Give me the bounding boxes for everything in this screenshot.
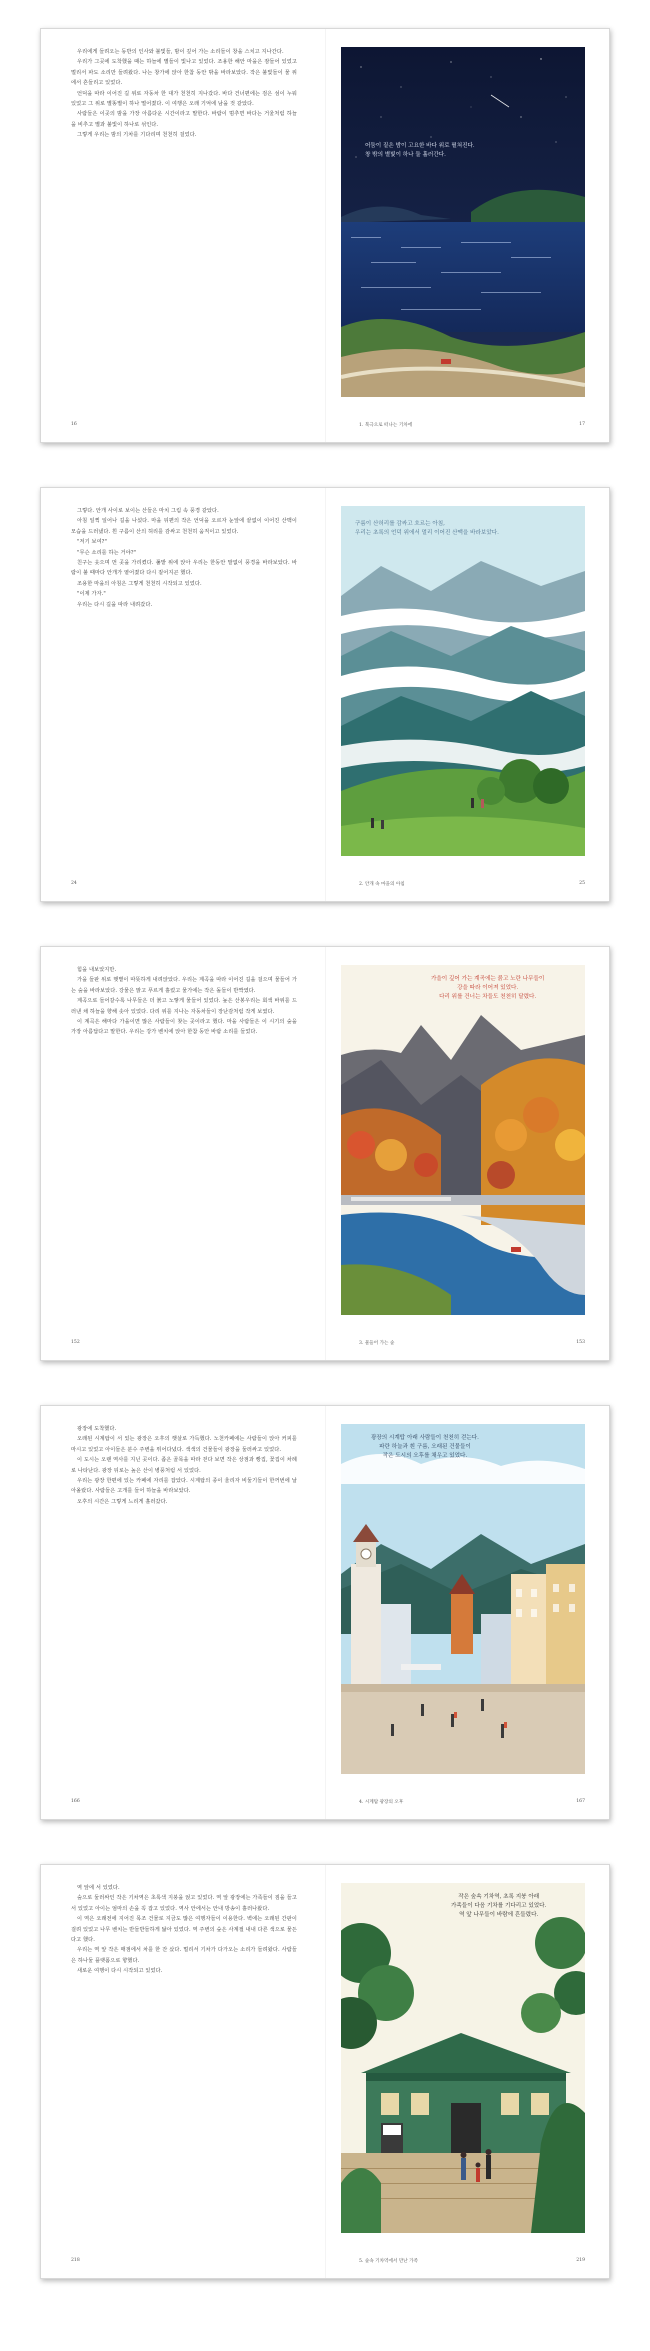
book-spread-5 (40, 1864, 610, 2279)
book-spread-2 (40, 487, 610, 902)
paragraph: 우리가 그곳에 도착했을 때는 하늘에 별들이 빛나고 있었다. 조용한 해안 마을은 잠들어 있었고 멀리서 파도 소리만 들려왔다. 나는 창가에 앉아 한참 동안 밖을 바라보았다. 작은 불빛들이 물 위에서 흔들리고 있었다. (71, 59, 297, 87)
paragraph: 광장에 도착했다. (77, 1426, 117, 1432)
book-spread-1 (40, 28, 610, 443)
paragraph: 우리에게 들려오는 동반의 인사와 불빛들, 밤이 깊어 가는 소리들이 창을 스치고 지나간다. (77, 49, 284, 55)
caption-line: 광장의 시계탑 아래 사람들이 천천히 걷는다. (371, 1435, 479, 1441)
paragraph: 우리는 역 앞 작은 매점에서 차를 한 잔 샀다. 멀리서 기차가 다가오는 소리가 들려왔다. 사람들은 하나둘 플랫폼으로 향했다. (71, 1947, 297, 1964)
paragraph: 아침 일찍 일어나 길을 나섰다. 마을 뒤편의 작은 언덕을 오르자 눈앞에 끝없이 이어진 산맥이 모습을 드러냈다. 흰 구름이 산의 허리를 감싸고 천천히 움직이고 있었다. (71, 518, 297, 535)
paragraph: 사람들은 이곳의 밤을 가장 아름다운 시간이라고 말한다. 바람이 멈추면 바다는 거울처럼 하늘을 비추고 별과 불빛이 하나로 섞인다. (71, 111, 297, 128)
paragraph: 계곡으로 들어갈수록 나무들은 더 붉고 노랗게 물들어 있었다. 높은 산봉우리는 회색 바위를 드러낸 채 하늘을 향해 솟아 있었다. 다리 위를 지나는 자동차들이 장난감처럼 작게 보였다. (71, 998, 297, 1015)
caption-line: 어둠이 짙은 밤이 고요한 바다 위로 펼쳐진다. (365, 143, 475, 149)
left-page-text (41, 29, 317, 442)
left-page-text (41, 1406, 317, 1819)
paragraph: 숲으로 둘러싸인 작은 기차역은 초록색 지붕을 얹고 있었다. 역 앞 광장에는 가족들이 짐을 들고 서 있었고 아이는 엄마의 손을 꼭 잡고 있었다. 역사 안에서는 안내 방송이 흘러나왔다. (71, 1895, 297, 1912)
caption-line: 가족들이 다음 기차를 기다리고 있었다. (451, 1903, 547, 1909)
paragraph: "무슨 소리를 하는 거야?" (77, 549, 137, 556)
right-page-number: 219 (576, 2258, 585, 2263)
caption-line: 작은 숲속 기차역, 초록 지붕 아래 (458, 1894, 540, 1900)
paragraph: 조용한 마을의 아침은 그렇게 천천히 시작되고 있었다. (77, 580, 202, 587)
book-spread-3 (40, 946, 610, 1361)
gutter (325, 947, 326, 1360)
page-footer (41, 422, 609, 432)
paragraph: 역 앞에 서 있었다. (77, 1885, 120, 1891)
left-page-number: 152 (71, 1340, 80, 1345)
caption-line: 역 앞 나무들이 바람에 흔들렸다. (459, 1912, 539, 1918)
paragraph: "저기 보여?" (77, 539, 108, 546)
page-footer (41, 1340, 609, 1350)
paragraph: 우리는 다시 길을 따라 내려갔다. (77, 601, 153, 608)
paragraph: 이 계곡은 해마다 가을이면 많은 사람들이 찾는 곳이라고 했다. 마을 사람들은 이 시기의 숲을 가장 아름답다고 말한다. 우리는 강가 벤치에 앉아 한참 동안 바람 소리를 들었다. (71, 1019, 297, 1036)
left-page-number: 24 (71, 881, 77, 886)
autumn-valley-illustration (341, 965, 585, 1315)
left-page-text (41, 488, 317, 901)
right-page-number: 25 (579, 881, 585, 886)
running-head: 4. 시계탑 광장의 오후 (359, 1800, 404, 1805)
left-page-number: 16 (71, 422, 77, 427)
paragraph: 오래된 시계탑이 서 있는 광장은 오후의 햇살로 가득했다. 노천카페에는 사람들이 앉아 커피를 마시고 있었고 아이들은 분수 주변을 뛰어다녔다. 색색의 건물들이 광장을 둘러싸고 있었다. (71, 1436, 297, 1453)
caption-line: 작은 도시의 오후를 채우고 있었다. (382, 1453, 468, 1459)
right-page-number: 167 (576, 1799, 585, 1804)
night-sea-illustration (341, 47, 585, 397)
running-head: 1. 북극으로 떠나는 기차에 (359, 423, 413, 428)
paragraph: 새로운 여행이 다시 시작되고 있었다. (77, 1968, 163, 1975)
right-page-number: 153 (576, 1340, 585, 1345)
caption-line: 파란 하늘과 흰 구름, 오래된 건물들이 (379, 1444, 471, 1450)
left-page-number: 166 (71, 1799, 80, 1804)
paragraph: 친구는 웃으며 먼 곳을 가리켰다. 풀밭 위에 앉아 우리는 한동안 말없이 풍경을 바라보았다. 바람이 불 때마다 안개가 옅어졌다 다시 짙어지곤 했다. (71, 560, 297, 577)
right-page-number: 17 (579, 422, 585, 427)
paragraph: 우리는 광장 한편에 있는 카페에 자리를 잡았다. 시계탑의 종이 울리자 비둘기들이 한꺼번에 날아올랐다. 사람들은 고개를 들어 하늘을 바라보았다. (71, 1478, 297, 1495)
clock-tower-square-illustration (341, 1424, 585, 1774)
running-head: 5. 숲속 기차역에서 만난 가족 (359, 2259, 419, 2264)
left-page-number: 218 (71, 2258, 80, 2263)
page-footer (41, 2258, 609, 2268)
paragraph: 이 역은 오래전에 지어진 목조 건물로 지금도 많은 여행자들이 이용한다. 벽에는 오래된 간판이 걸려 있었고 나무 벤치는 반들반들하게 닳아 있었다. 역 주변의 숲은 사계절 내내 다른 색으로 물든다고 했다. (71, 1916, 297, 1944)
gutter (325, 29, 326, 442)
left-page-text (41, 947, 317, 1360)
paragraph: 그렇다. 안개 사이로 보이는 산들은 마치 그림 속 풍경 같았다. (77, 508, 219, 514)
running-head: 2. 안개 속 마을의 아침 (359, 882, 405, 887)
paragraph: "이제 가자." (77, 591, 106, 598)
paragraph: 언덕을 따라 이어진 길 위로 자동차 한 대가 천천히 지나갔다. 바다 건너편에는 검은 섬이 누워 있었고 그 위로 별똥별이 하나 떨어졌다. 이 여행은 오래 기억에 남을 것 같았다. (71, 90, 297, 108)
caption-line: 가을이 깊어 가는 계곡에는 붉고 노란 나무들이 (431, 976, 545, 982)
paragraph: 오후의 시간은 그렇게 느리게 흘러갔다. (77, 1498, 168, 1505)
book-spread-4 (40, 1405, 610, 1820)
page-footer (41, 1799, 609, 1809)
caption-line: 다리 위를 건너는 차들도 천천히 달렸다. (439, 994, 537, 1000)
left-page-text (41, 1865, 317, 2278)
paragraph: 이 도시는 오랜 역사를 지닌 곳이다. 좁은 골목을 따라 걷다 보면 작은 상점과 빵집, 꽃집이 차례로 나타난다. 광장 뒤로는 높은 산이 병풍처럼 서 있었다. (71, 1457, 297, 1474)
paragraph: 가을 들판 위로 햇볕이 따뜻하게 내려앉았다. 우리는 계곡을 따라 이어진 길을 걸으며 물들어 가는 숲을 바라보았다. 강물은 맑고 푸르게 흘렀고 물가에는 작은 돌들이 반짝였다. (71, 977, 297, 994)
paragraph: 그렇게 우리는 밤의 기차를 기다리며 천천히 걸었다. (77, 132, 197, 139)
caption-line: 강을 따라 이어져 있었다. (457, 985, 519, 991)
caption-line: 구름이 산허리를 감싸고 흐르는 아침, (355, 521, 445, 527)
gutter (325, 1865, 326, 2278)
gutter (325, 1406, 326, 1819)
caption-line: 창 밖의 별빛이 하나 둘 흘러간다. (365, 152, 446, 158)
running-head: 3. 물들어 가는 숲 (359, 1341, 395, 1346)
paragraph: 힘을 내보았지만. (77, 967, 117, 973)
caption-line: 우리는 초록의 언덕 위에서 멀리 이어진 산맥을 바라보았다. (355, 530, 499, 536)
forest-station-illustration (341, 1883, 585, 2233)
misty-mountains-illustration (341, 506, 585, 856)
page-footer (41, 881, 609, 891)
gutter (325, 488, 326, 901)
